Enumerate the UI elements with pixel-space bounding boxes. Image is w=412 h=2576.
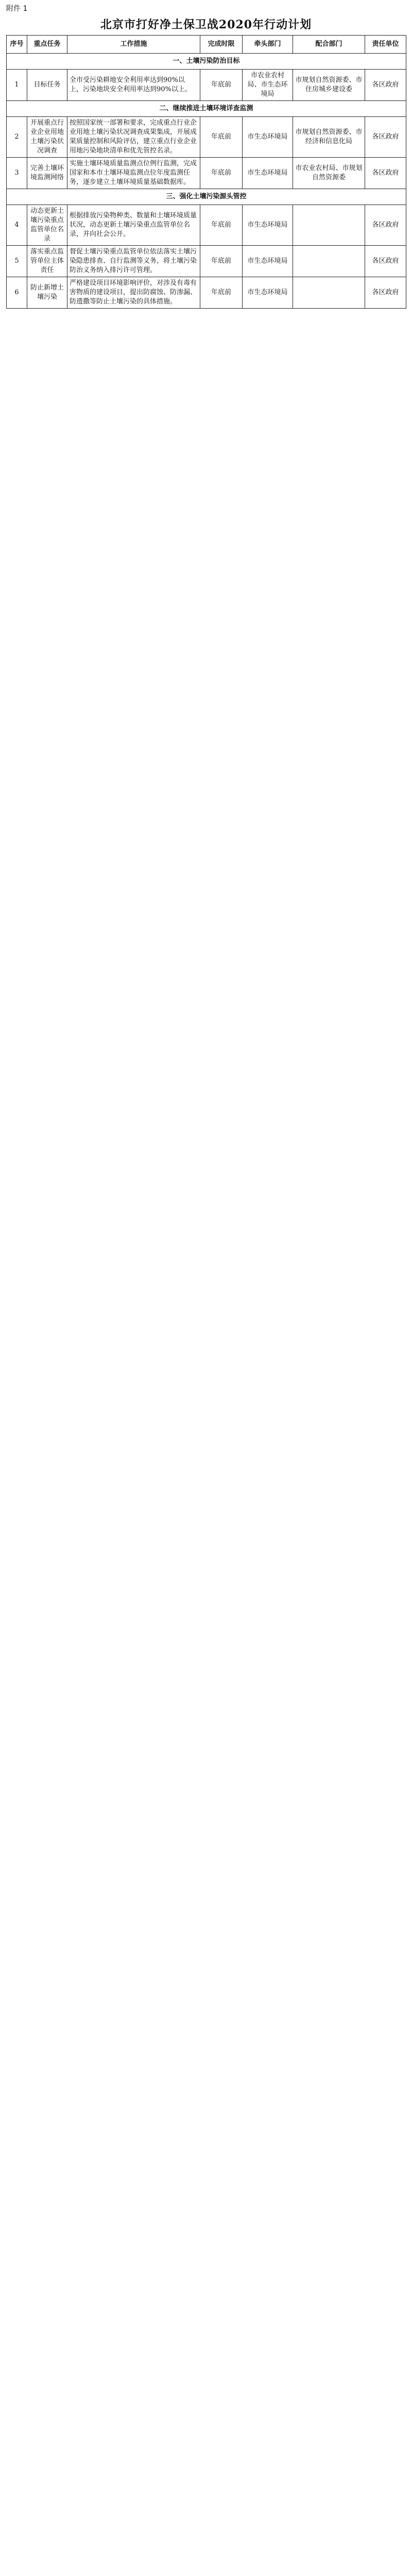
cell-lead: 市生态环境局 (243, 117, 293, 158)
cell-deadline: 年底前 (200, 277, 243, 309)
cell-measure: 全市受污染耕地安全利用率达到90%以上，污染地块安全利用率达到90%以上。 (67, 70, 200, 101)
attachment-label: 附件 1 (6, 5, 28, 13)
table-row (7, 158, 406, 189)
cell-task: 落实重点监管单位主体责任 (27, 246, 67, 277)
cell-task: 动态更新土壤污染重点监管单位名录 (27, 205, 67, 246)
section-row (7, 54, 406, 70)
cell-assist: 市规划自然资源委、市经济和信息化局 (293, 117, 365, 158)
cell-resp: 各区政府 (365, 277, 406, 309)
cell-deadline: 年底前 (200, 70, 243, 101)
cell-no: 2 (7, 117, 27, 158)
cell-assist (293, 277, 365, 309)
cell-deadline: 年底前 (200, 246, 243, 277)
cell-no: 4 (7, 205, 27, 246)
cell-lead: 市生态环境局 (243, 277, 293, 309)
cell-measure: 根据排放污染物种类、数量和土壤环境质量状况，动态更新土壤污染重点监管单位名录，并向社会公开。 (67, 205, 200, 246)
action-plan-table (6, 35, 406, 309)
cell-task: 防止新增土壤污染 (27, 277, 67, 309)
cell-no: 1 (7, 70, 27, 101)
header-measure: 工作措施 (67, 36, 200, 54)
header-lead: 牵头部门 (243, 36, 293, 54)
cell-task: 开展重点行业企业用地土壤污染状况调查 (27, 117, 67, 158)
cell-resp: 各区政府 (365, 205, 406, 246)
cell-measure: 按照国家统一部署和要求，完成重点行业企业用地土壤污染状况调查成果集成，开展成果质量控制和风险评估，建立重点行业企业用地污染地块清单和优先管控名录。 (67, 117, 200, 158)
cell-assist: 市农业农村局、市规划自然资源委 (293, 158, 365, 189)
cell-no: 3 (7, 158, 27, 189)
cell-resp: 各区政府 (365, 117, 406, 158)
cell-measure: 实施土壤环境质量监测点位例行监测，完成国家和本市土壤环境监测点位年度监测任务，逐步建立土壤环境质量基础数据库。 (67, 158, 200, 189)
cell-measure: 严格建设项目环境影响评价，对涉及有毒有害物质的建设项目，提出防腐蚀、防渗漏、防遗撒等防止土壤污染的具体措施。 (67, 277, 200, 309)
header-task: 重点任务 (27, 36, 67, 54)
section-title: 三、强化土壤污染源头管控 (7, 189, 406, 205)
cell-lead: 市农业农村局、市生态环境局 (243, 70, 293, 101)
cell-no: 6 (7, 277, 27, 309)
cell-lead: 市生态环境局 (243, 246, 293, 277)
cell-lead: 市生态环境局 (243, 205, 293, 246)
cell-no: 5 (7, 246, 27, 277)
cell-task: 目标任务 (27, 70, 67, 101)
section-title: 二、继续推进土壤环境详查监测 (7, 101, 406, 117)
table-header-row (7, 36, 406, 54)
section-row (7, 189, 406, 205)
page-title: 北京市打好净土保卫战2020年行动计划 (100, 18, 312, 31)
table-row (7, 205, 406, 246)
cell-resp: 各区政府 (365, 246, 406, 277)
table-row (7, 246, 406, 277)
cell-deadline: 年底前 (200, 158, 243, 189)
cell-resp: 各区政府 (365, 158, 406, 189)
cell-assist (293, 246, 365, 277)
section-row (7, 101, 406, 117)
header-resp: 责任单位 (365, 36, 406, 54)
cell-lead: 市生态环境局 (243, 158, 293, 189)
section-title: 一、土壤污染防治目标 (7, 54, 406, 70)
cell-deadline: 年底前 (200, 205, 243, 246)
cell-resp: 各区政府 (365, 70, 406, 101)
header-assist: 配合部门 (293, 36, 365, 54)
table-row (7, 70, 406, 101)
table-body (7, 54, 406, 309)
cell-assist (293, 205, 365, 246)
header-deadline: 完成时限 (200, 36, 243, 54)
cell-deadline: 年底前 (200, 117, 243, 158)
cell-measure: 督促土壤污染重点监管单位依法落实土壤污染隐患排查、自行监测等义务，将土壤污染防治义务纳入排污许可管理。 (67, 246, 200, 277)
cell-task: 完善土壤环境监测网络 (27, 158, 67, 189)
cell-assist: 市规划自然资源委、市住房城乡建设委 (293, 70, 365, 101)
header-no: 序号 (7, 36, 27, 54)
table-row (7, 277, 406, 309)
table-row (7, 117, 406, 158)
